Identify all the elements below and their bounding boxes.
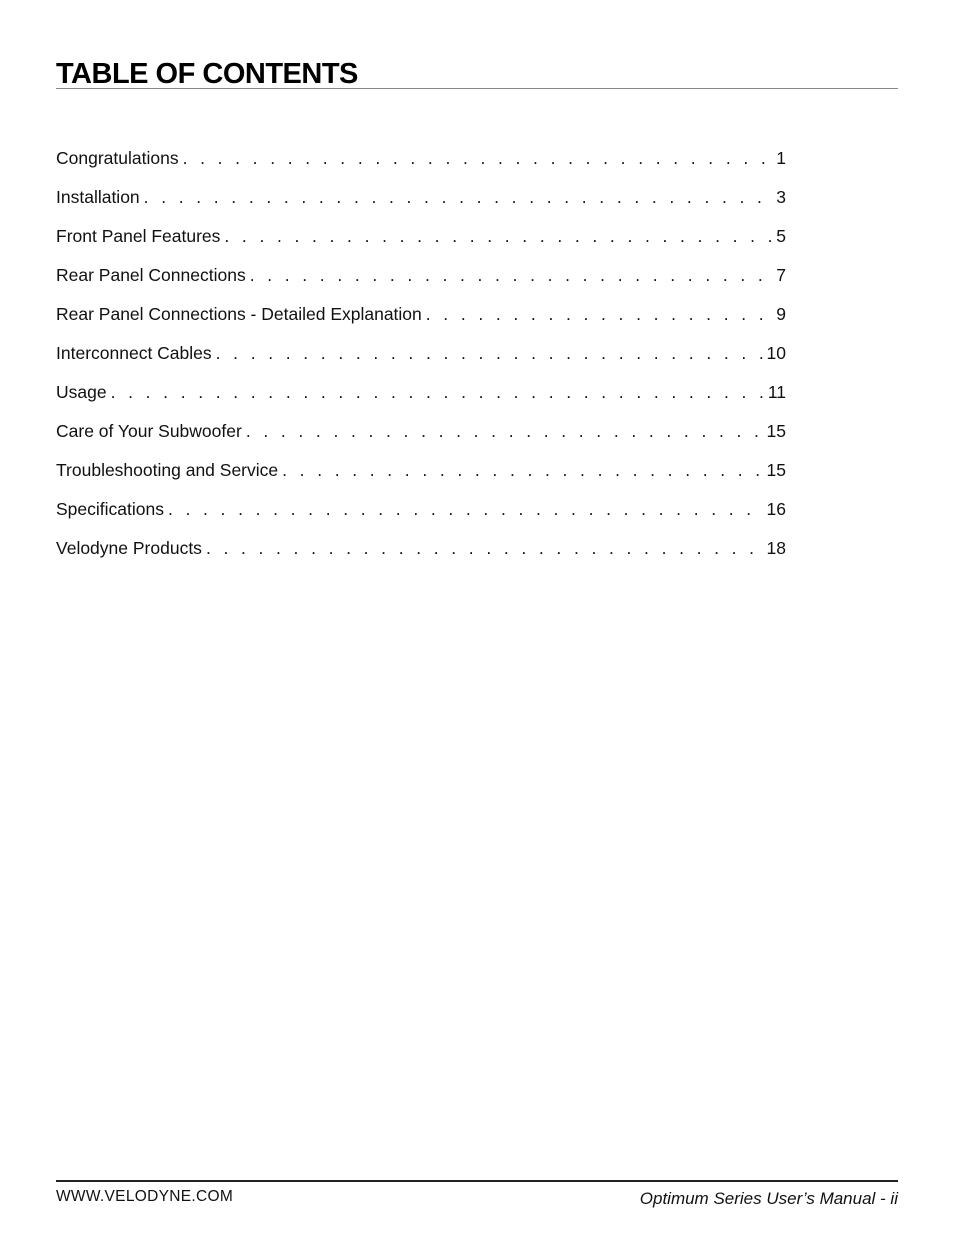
toc-page-number: 3: [776, 187, 786, 207]
page-title: TABLE OF CONTENTS: [56, 58, 358, 90]
toc-entry[interactable]: [56, 457, 786, 496]
toc-entry[interactable]: [56, 379, 786, 418]
toc-entry-title: Rear Panel Connections - Detailed Explanation: [56, 304, 422, 324]
toc-entry-title: Care of Your Subwoofer: [56, 421, 242, 441]
toc-entry-title: Velodyne Products: [56, 538, 202, 558]
footer-divider: [56, 1180, 898, 1182]
toc-entry-title: Usage: [56, 382, 107, 402]
toc-entry[interactable]: [56, 340, 786, 379]
footer-website: WWW.VELODYNE.COM: [56, 1188, 234, 1205]
toc-entry[interactable]: [56, 496, 786, 535]
toc-page-number: 10: [766, 343, 786, 363]
toc-entry[interactable]: [56, 223, 786, 262]
toc-entry-title: Troubleshooting and Service: [56, 460, 279, 480]
toc-dot-leader: [206, 535, 763, 561]
toc-dot-leader: [224, 223, 772, 249]
toc-entry-title: Specifications: [56, 499, 164, 519]
toc-page-number: 18: [766, 538, 786, 558]
toc-entry[interactable]: [56, 418, 786, 457]
toc-page-number: 9: [776, 304, 786, 324]
toc-dot-leader: [282, 457, 762, 483]
toc-entry[interactable]: [56, 301, 786, 340]
toc-dot-leader: [168, 496, 763, 522]
toc-entry-title: Congratulations: [56, 148, 179, 168]
toc-dot-leader: [426, 301, 772, 327]
toc-entry[interactable]: [56, 184, 786, 223]
toc-dot-leader: [250, 262, 773, 288]
toc-page-number: 11: [767, 382, 786, 402]
toc-dot-leader: [111, 379, 764, 405]
toc-entry-title: Installation: [56, 187, 140, 207]
toc-entry[interactable]: [56, 145, 786, 184]
table-of-contents: [56, 145, 786, 574]
toc-entry-title: Rear Panel Connections: [56, 265, 246, 285]
toc-page-number: 16: [766, 499, 786, 519]
toc-dot-leader: [216, 340, 763, 366]
toc-entry[interactable]: [56, 535, 786, 574]
footer-manual-title: Optimum Series User’s Manual - ii: [639, 1189, 898, 1208]
toc-page-number: 5: [776, 226, 786, 246]
toc-dot-leader: [144, 184, 773, 210]
toc-entry-title: Front Panel Features: [56, 226, 221, 246]
toc-page-number: 1: [776, 148, 786, 168]
toc-page-number: 15: [766, 421, 786, 441]
toc-page-number: 15: [766, 460, 786, 480]
toc-entry-title: Interconnect Cables: [56, 343, 212, 363]
toc-dot-leader: [183, 145, 773, 171]
toc-page-number: 7: [776, 265, 786, 285]
title-row: [56, 56, 898, 89]
toc-entry[interactable]: [56, 262, 786, 301]
toc-dot-leader: [246, 418, 763, 444]
